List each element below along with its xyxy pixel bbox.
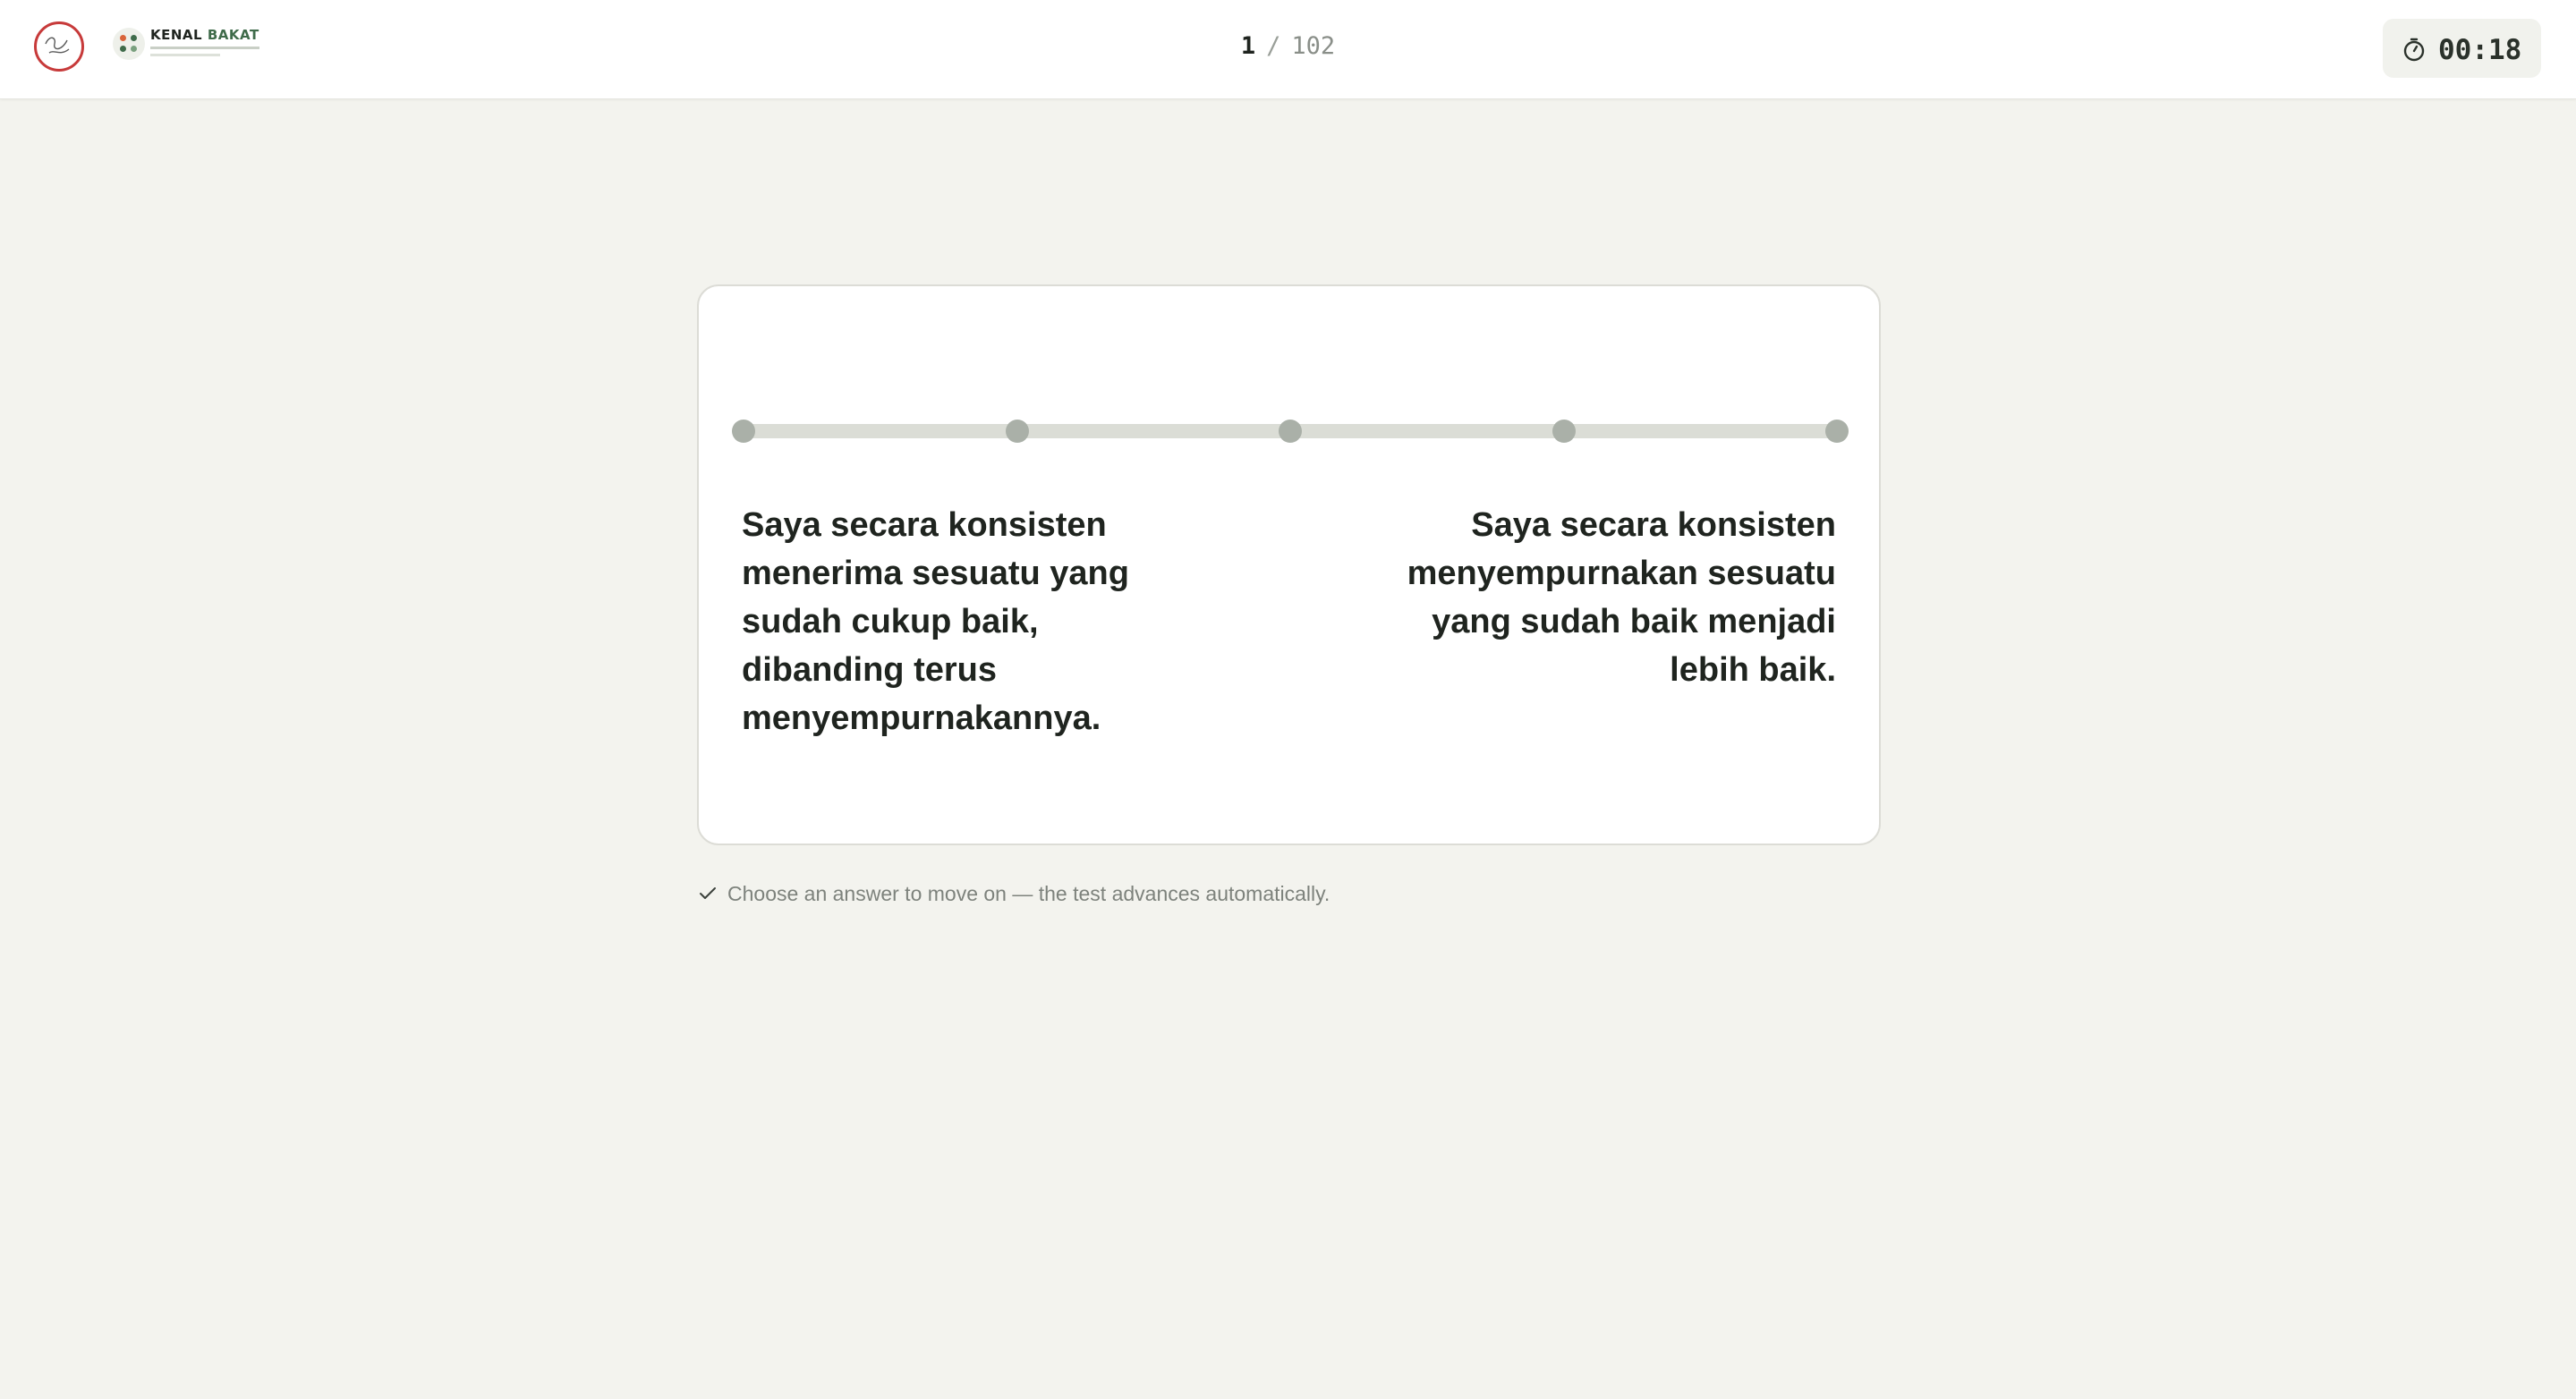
question-counter <box>0 32 2576 60</box>
checkmark-icon <box>699 886 717 901</box>
scale-option-2[interactable] <box>1006 420 1029 443</box>
hint-text: Choose an answer to move on — the test advances automatically. <box>727 882 1331 905</box>
scale-option-1[interactable] <box>732 420 755 443</box>
scale-option-5[interactable] <box>1825 420 1849 443</box>
top-bar <box>0 0 2576 99</box>
left-statement: Saya secara konsisten menerima sesuatu yang sudah cukup baik, dibanding terus menyempurnakannya. <box>742 506 1129 737</box>
stopwatch-icon <box>2402 37 2426 62</box>
timer <box>2383 19 2541 78</box>
auto-advance-hint <box>699 882 1330 906</box>
counter-separator: / <box>1266 32 1281 60</box>
timer-value: 00:18 <box>2438 34 2522 66</box>
brand-name: KENAL BAKAT <box>150 27 259 43</box>
right-statement: Saya secara konsisten menyempurnakan sesuatu yang sudah baik menjadi lebih baik. <box>1407 506 1836 689</box>
total-questions: 102 <box>1291 32 1336 60</box>
scale-option-4[interactable] <box>1552 420 1576 443</box>
current-question-number: 1 <box>1240 32 1256 60</box>
question-card <box>697 284 1881 845</box>
scale-option-3[interactable] <box>1279 420 1302 443</box>
